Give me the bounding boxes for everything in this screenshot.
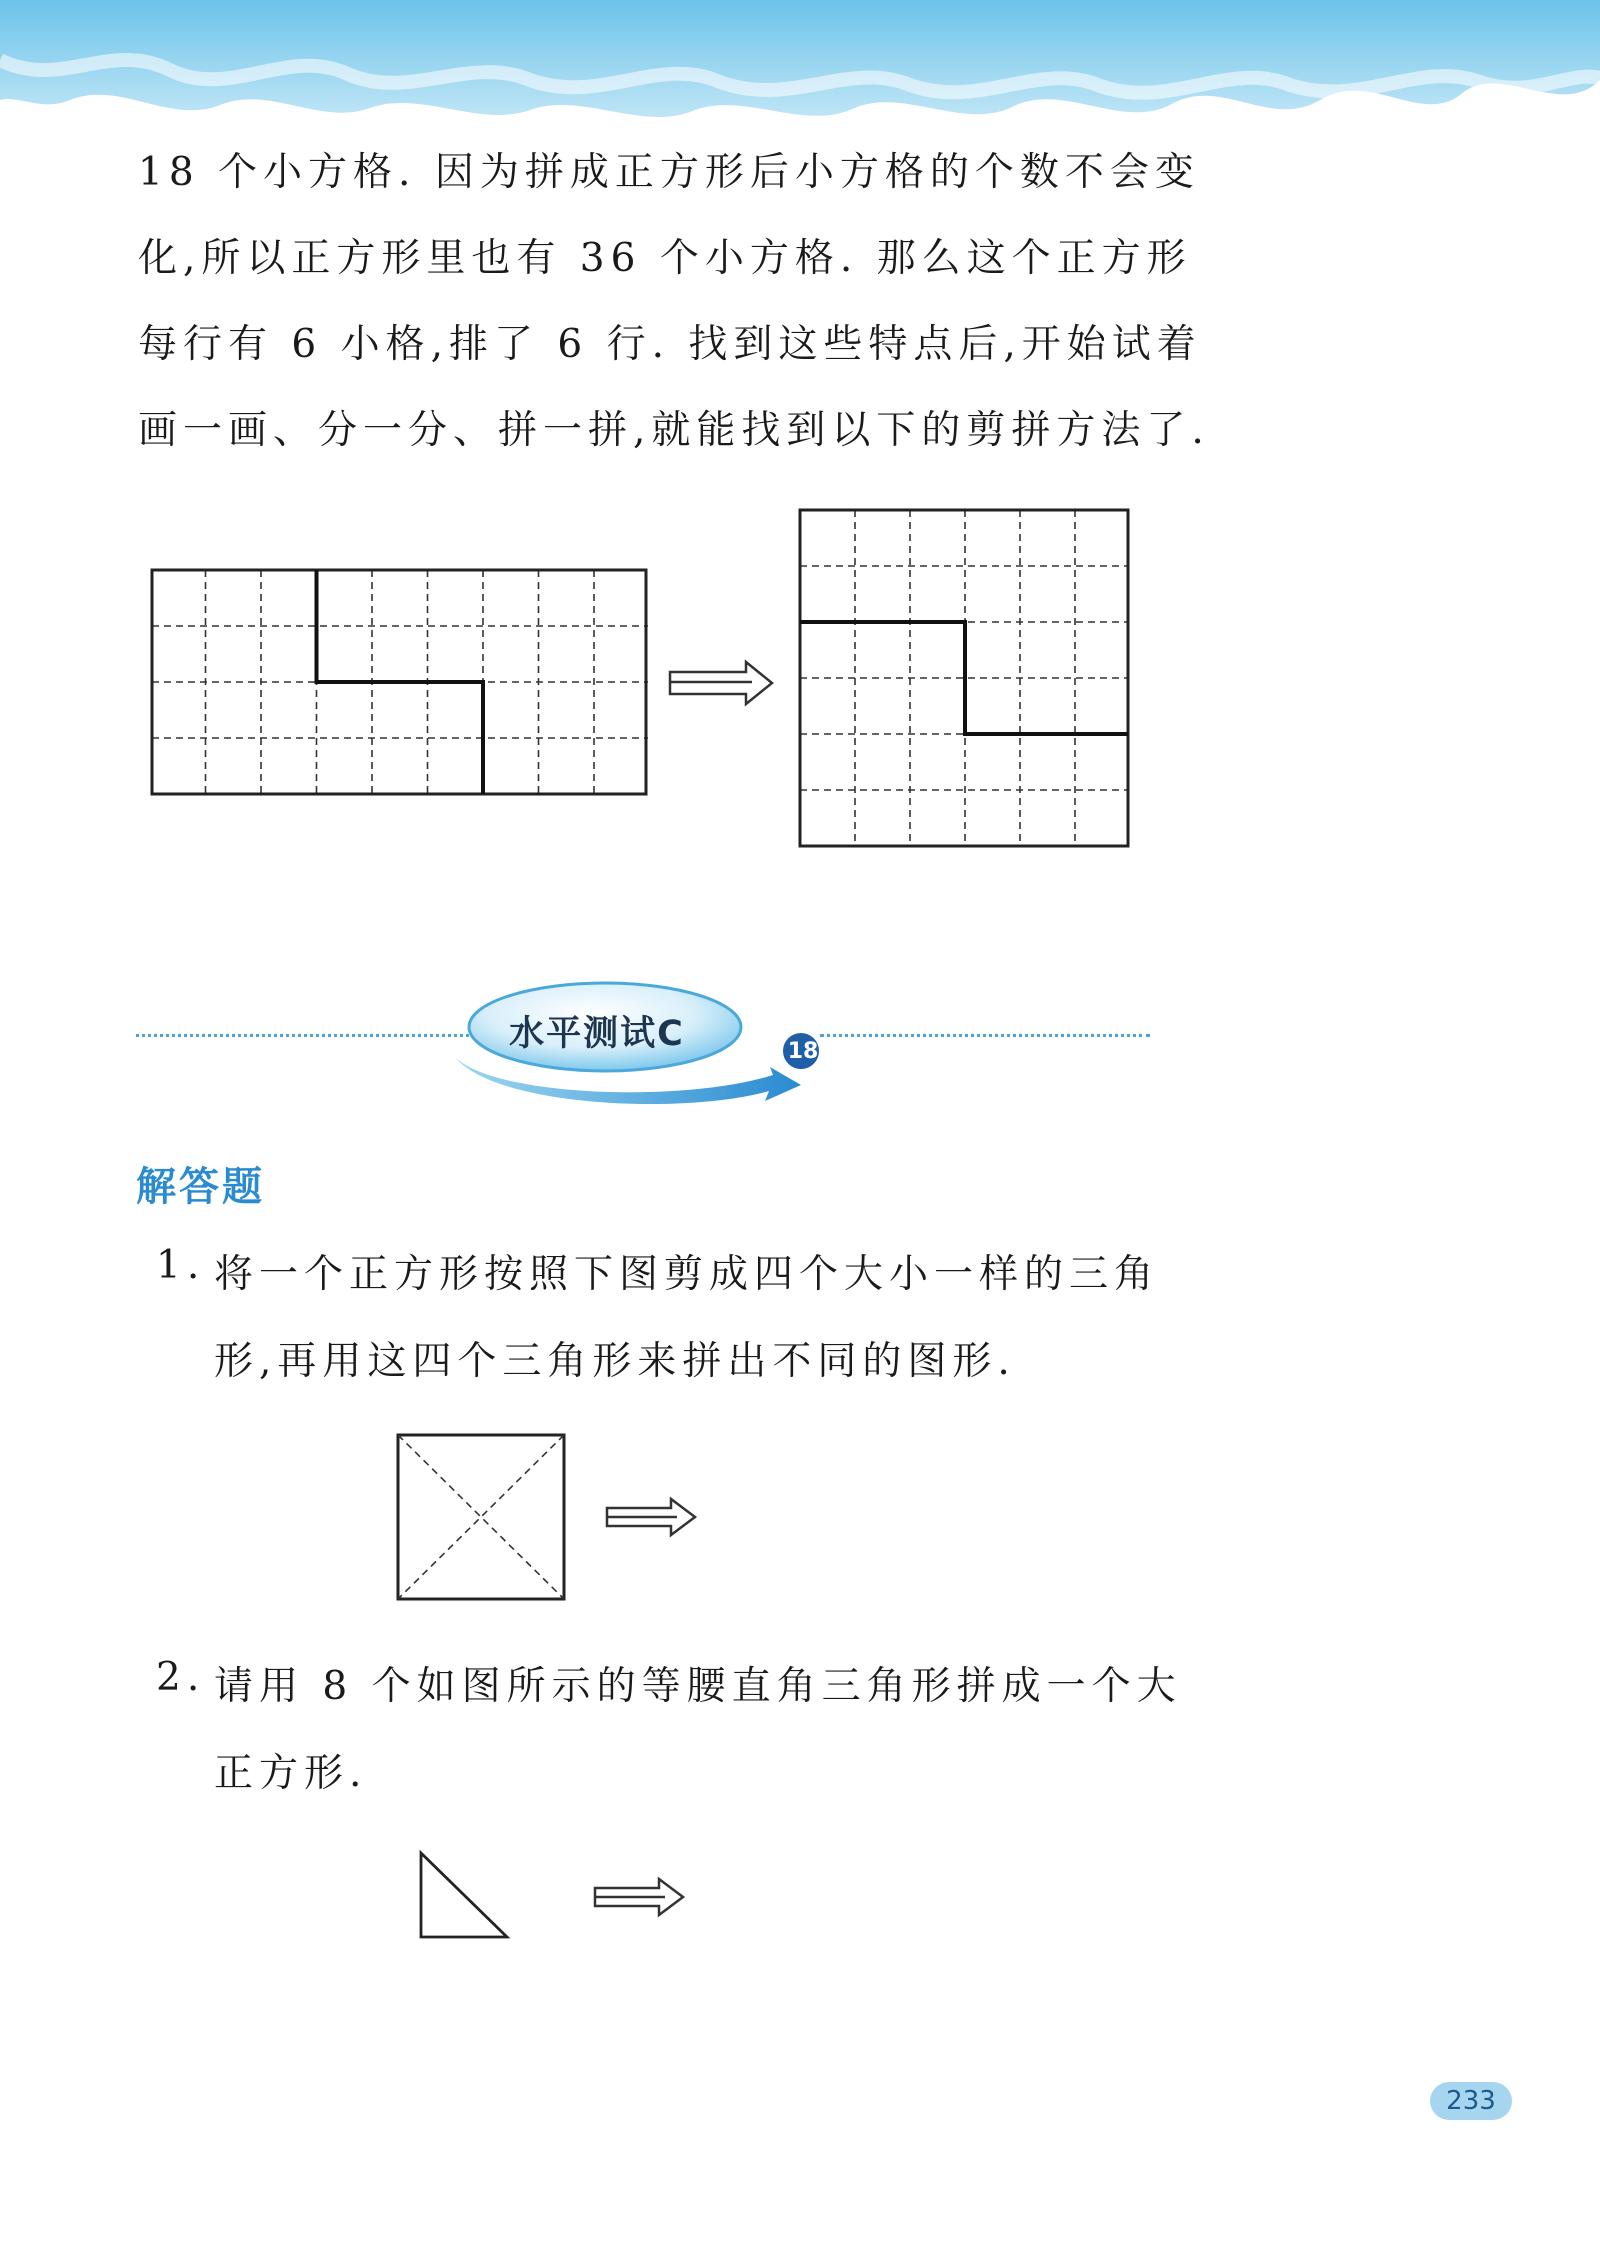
right-triangle-figure bbox=[418, 1850, 512, 1940]
double-arrow-icon bbox=[593, 1876, 688, 1918]
section-heading: 解答题 bbox=[136, 1164, 265, 1210]
section-banner-title: 水平测试C bbox=[509, 1014, 685, 1054]
square-diagonals-figure bbox=[396, 1433, 568, 1603]
page-number: 233 bbox=[1430, 2082, 1512, 2120]
double-arrow-icon bbox=[605, 1496, 700, 1538]
intro-line-4: 画一画、分一分、拼一拼,就能找到以下的剪拼方法了. bbox=[138, 408, 1210, 453]
section-divider-left bbox=[136, 1034, 481, 1037]
double-arrow-icon bbox=[668, 658, 778, 708]
rectangle-cut-figure bbox=[150, 568, 650, 798]
intro-line-2: 化,所以正方形里也有 36 个小方格. 那么这个正方形 bbox=[138, 236, 1192, 281]
square-result-figure bbox=[798, 508, 1132, 848]
question-1-number: 1. bbox=[156, 1243, 206, 1288]
question-2-line-2: 正方形. bbox=[214, 1751, 368, 1796]
intro-line-3: 每行有 6 小格,排了 6 行. 找到这些特点后,开始试着 bbox=[138, 322, 1202, 367]
section-divider-right bbox=[820, 1034, 1150, 1037]
question-1-line-2: 形,再用这四个三角形来拼出不同的图形. bbox=[214, 1339, 1016, 1384]
header-cloud-banner bbox=[0, 0, 1600, 140]
question-2-line-1: 请用 8 个如图所示的等腰直角三角形拼成一个大 bbox=[214, 1664, 1182, 1709]
question-2-number: 2. bbox=[156, 1655, 206, 1700]
intro-line-1: 18 个小方格. 因为拼成正方形后小方格的个数不会变 bbox=[138, 150, 1200, 195]
question-1-line-1: 将一个正方形按照下图剪成四个大小一样的三角 bbox=[214, 1252, 1160, 1297]
intro-paragraph bbox=[138, 130, 1210, 474]
section-number-badge: 18 bbox=[787, 1039, 819, 1064]
